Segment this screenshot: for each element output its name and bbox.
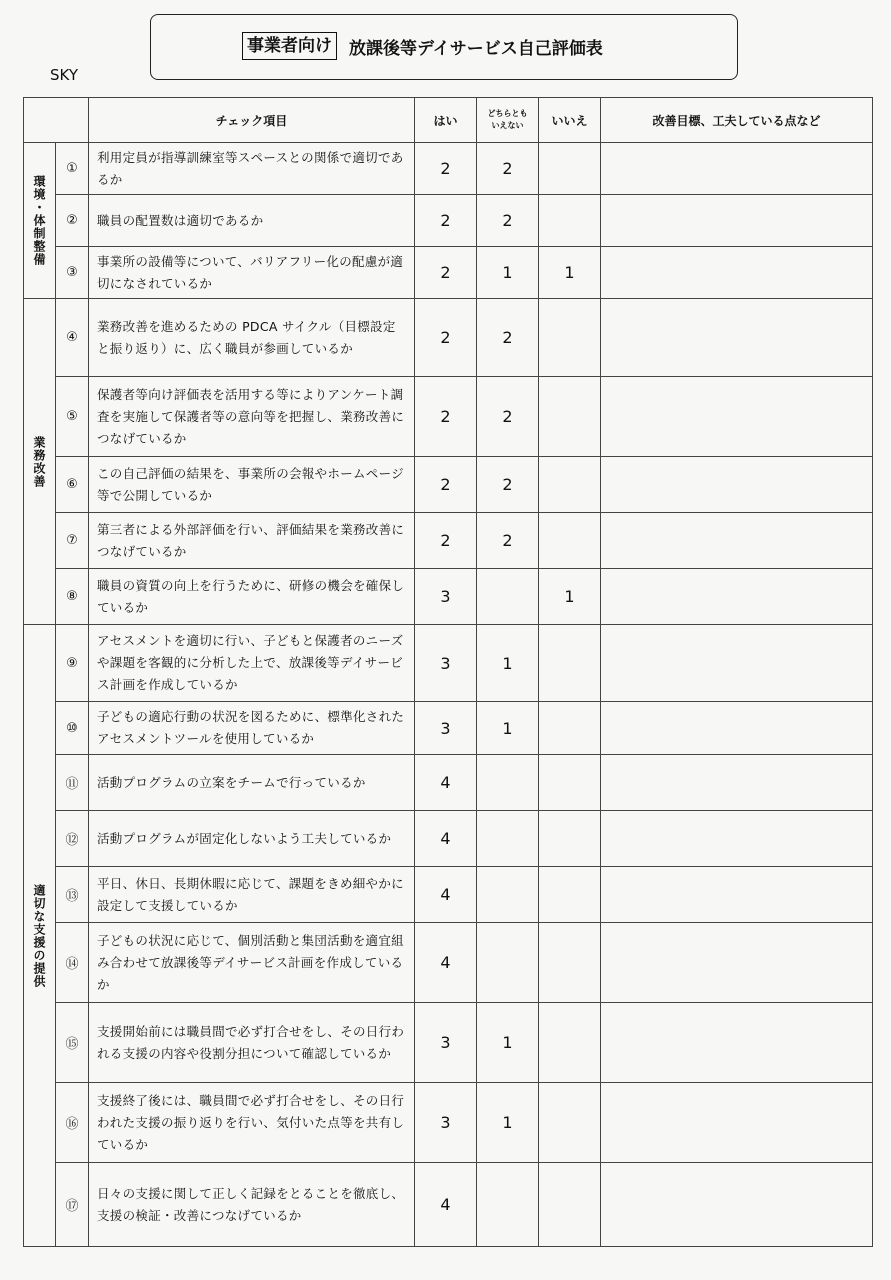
item-number: ⑥	[56, 457, 89, 513]
improvement-note	[601, 702, 873, 755]
item-number: ①	[56, 143, 89, 195]
yes-count: 4	[415, 923, 477, 1003]
improvement-note	[601, 195, 873, 247]
neither-count: 2	[477, 143, 539, 195]
yes-count: 2	[415, 195, 477, 247]
neither-count: 2	[477, 457, 539, 513]
neither-count	[477, 569, 539, 625]
item-text: 職員の資質の向上を行うために、研修の機会を確保しているか	[89, 569, 415, 625]
table-row	[24, 1163, 873, 1247]
header-blank	[24, 98, 89, 143]
neither-count	[477, 923, 539, 1003]
improvement-note	[601, 625, 873, 702]
item-number: ⑫	[56, 811, 89, 867]
neither-count: 2	[477, 299, 539, 377]
item-number: ⑨	[56, 625, 89, 702]
neither-count: 2	[477, 513, 539, 569]
no-count	[539, 702, 601, 755]
form-title: 放課後等デイサービス自己評価表	[349, 38, 603, 59]
improvement-note	[601, 867, 873, 923]
yes-count: 4	[415, 811, 477, 867]
no-count	[539, 1163, 601, 1247]
header-row	[24, 98, 873, 143]
table-row	[24, 195, 873, 247]
yes-count: 4	[415, 755, 477, 811]
table-row	[24, 143, 873, 195]
yes-count: 4	[415, 867, 477, 923]
no-count: 1	[539, 247, 601, 299]
table-row	[24, 513, 873, 569]
item-number: ②	[56, 195, 89, 247]
table-row	[24, 457, 873, 513]
table-row	[24, 811, 873, 867]
item-text: 第三者による外部評価を行い、評価結果を業務改善につなげているか	[89, 513, 415, 569]
yes-count: 2	[415, 247, 477, 299]
no-count	[539, 811, 601, 867]
item-text: 事業所の設備等について、バリアフリー化の配慮が適切になされているか	[89, 247, 415, 299]
organization-name: SKY	[50, 66, 78, 84]
item-number: ⑧	[56, 569, 89, 625]
neither-count: 1	[477, 1083, 539, 1163]
yes-count: 3	[415, 1003, 477, 1083]
yes-count: 3	[415, 569, 477, 625]
table-row	[24, 867, 873, 923]
item-text: 日々の支援に関して正しく記録をとることを徹底し、支援の検証・改善につなげているか	[89, 1163, 415, 1247]
no-count	[539, 1003, 601, 1083]
audience-tag: 事業者向け	[242, 32, 337, 60]
item-number: ⑰	[56, 1163, 89, 1247]
yes-count: 2	[415, 143, 477, 195]
item-text: 保護者等向け評価表を活用する等によりアンケート調査を実施して保護者等の意向等を把握し、業務改善につなげているか	[89, 377, 415, 457]
category-label: 業務改善	[24, 299, 56, 625]
neither-count: 1	[477, 247, 539, 299]
improvement-note	[601, 1003, 873, 1083]
no-count	[539, 377, 601, 457]
item-text: 支援開始前には職員間で必ず打合せをし、その日行われる支援の内容や役割分担について確認しているか	[89, 1003, 415, 1083]
header-neither-line1: どちらとも	[487, 109, 528, 118]
improvement-note	[601, 247, 873, 299]
item-number: ⑬	[56, 867, 89, 923]
item-text: 業務改善を進めるための PDCA サイクル（目標設定と振り返り）に、広く職員が参画しているか	[89, 299, 415, 377]
category-label: 環境・体制整備	[24, 143, 56, 299]
header-no: いいえ	[539, 98, 601, 143]
table-row	[24, 923, 873, 1003]
header-neither-line2: いえない	[491, 121, 524, 130]
no-count	[539, 867, 601, 923]
category-label: 適切な支援の提供	[24, 625, 56, 1247]
table-row	[24, 569, 873, 625]
item-text: 子どもの適応行動の状況を図るために、標準化されたアセスメントツールを使用しているか	[89, 702, 415, 755]
item-text: 子どもの状況に応じて、個別活動と集団活動を適宜組み合わせて放課後等デイサービス計画を作成しているか	[89, 923, 415, 1003]
table-row	[24, 755, 873, 811]
neither-count	[477, 1163, 539, 1247]
header-notes: 改善目標、工夫している点など	[601, 98, 873, 143]
yes-count: 2	[415, 377, 477, 457]
improvement-note	[601, 299, 873, 377]
item-text: 平日、休日、長期休暇に応じて、課題をきめ細やかに設定して支援しているか	[89, 867, 415, 923]
improvement-note	[601, 1083, 873, 1163]
item-number: ④	[56, 299, 89, 377]
neither-count: 2	[477, 377, 539, 457]
table-row	[24, 247, 873, 299]
neither-count: 2	[477, 195, 539, 247]
table-row	[24, 1003, 873, 1083]
neither-count: 1	[477, 702, 539, 755]
improvement-note	[601, 457, 873, 513]
page-title	[242, 32, 603, 60]
neither-count: 1	[477, 625, 539, 702]
item-text: 利用定員が指導訓練室等スペースとの関係で適切であるか	[89, 143, 415, 195]
header-neither	[477, 98, 539, 143]
neither-count	[477, 867, 539, 923]
neither-count	[477, 811, 539, 867]
no-count	[539, 143, 601, 195]
self-evaluation-table	[23, 97, 873, 1247]
no-count	[539, 625, 601, 702]
item-text: 活動プログラムが固定化しないよう工夫しているか	[89, 811, 415, 867]
item-text: アセスメントを適切に行い、子どもと保護者のニーズや課題を客観的に分析した上で、放課後等デイサービス計画を作成しているか	[89, 625, 415, 702]
yes-count: 4	[415, 1163, 477, 1247]
neither-count	[477, 755, 539, 811]
yes-count: 3	[415, 1083, 477, 1163]
no-count: 1	[539, 569, 601, 625]
improvement-note	[601, 811, 873, 867]
table-row	[24, 299, 873, 377]
no-count	[539, 755, 601, 811]
item-number: ⑮	[56, 1003, 89, 1083]
improvement-note	[601, 923, 873, 1003]
table-body	[24, 143, 873, 1247]
yes-count: 3	[415, 625, 477, 702]
improvement-note	[601, 513, 873, 569]
table-row	[24, 702, 873, 755]
improvement-note	[601, 1163, 873, 1247]
item-text: 支援終了後には、職員間で必ず打合せをし、その日行われた支援の振り返りを行い、気付いた点等を共有しているか	[89, 1083, 415, 1163]
no-count	[539, 299, 601, 377]
improvement-note	[601, 143, 873, 195]
no-count	[539, 513, 601, 569]
item-number: ⑭	[56, 923, 89, 1003]
header-check-items: チェック項目	[89, 98, 415, 143]
improvement-note	[601, 377, 873, 457]
table-row	[24, 1083, 873, 1163]
item-number: ③	[56, 247, 89, 299]
header-yes: はい	[415, 98, 477, 143]
improvement-note	[601, 569, 873, 625]
yes-count: 2	[415, 457, 477, 513]
item-text: この自己評価の結果を、事業所の会報やホームページ等で公開しているか	[89, 457, 415, 513]
yes-count: 2	[415, 299, 477, 377]
item-text: 活動プログラムの立案をチームで行っているか	[89, 755, 415, 811]
no-count	[539, 457, 601, 513]
no-count	[539, 195, 601, 247]
table-row	[24, 625, 873, 702]
item-text: 職員の配置数は適切であるか	[89, 195, 415, 247]
item-number: ⑤	[56, 377, 89, 457]
neither-count: 1	[477, 1003, 539, 1083]
table-row	[24, 377, 873, 457]
item-number: ⑩	[56, 702, 89, 755]
no-count	[539, 923, 601, 1003]
item-number: ⑪	[56, 755, 89, 811]
improvement-note	[601, 755, 873, 811]
item-number: ⑯	[56, 1083, 89, 1163]
yes-count: 3	[415, 702, 477, 755]
item-number: ⑦	[56, 513, 89, 569]
yes-count: 2	[415, 513, 477, 569]
no-count	[539, 1083, 601, 1163]
